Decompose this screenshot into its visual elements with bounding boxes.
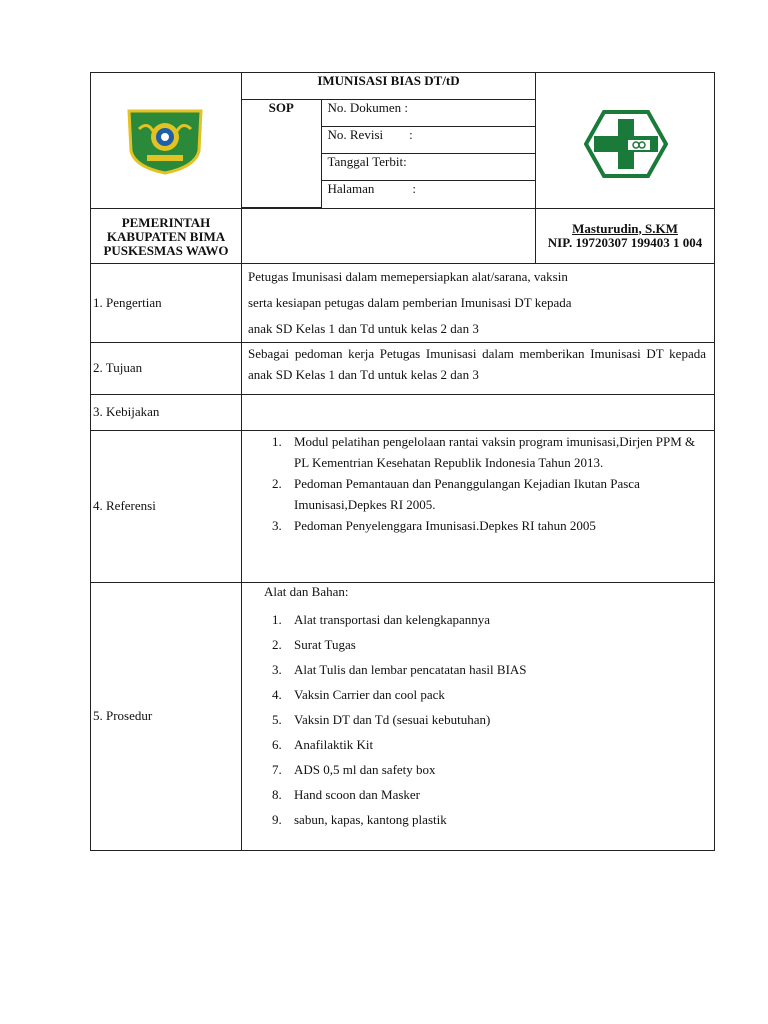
list-item-number: 3.	[272, 661, 282, 677]
list-item-number: 9.	[272, 811, 282, 827]
list-item-text: Pedoman Penyelenggara Imunisasi.Depkes RI tahun 2005	[294, 517, 596, 533]
list-item	[248, 732, 706, 757]
list-item	[248, 682, 706, 707]
document-title: IMUNISASI BIAS DT/tD	[242, 73, 535, 100]
doc-number-label: No. Dokumen	[327, 100, 402, 115]
puskesmas-logo-icon	[584, 109, 668, 179]
list-item	[248, 782, 706, 807]
issue-date-label: Tanggal Terbit	[327, 154, 404, 169]
prosedur-list	[248, 607, 706, 832]
org-line-3: PUSKESMAS WAWO	[103, 242, 229, 258]
list-item-text: Hand scoon dan Masker	[294, 786, 420, 802]
organization-cell	[91, 208, 242, 263]
right-logo-cell	[536, 73, 715, 209]
org-line-1: PEMERINTAH	[121, 214, 211, 230]
blank-header-cell	[242, 208, 536, 263]
list-item	[248, 632, 706, 657]
left-logo-cell	[91, 73, 242, 209]
pengertian-content	[242, 263, 715, 342]
revision-label: No. Revisi	[327, 127, 384, 142]
list-item	[248, 707, 706, 732]
pengertian-line-2: serta kesiapan petugas dalam pemberian Imunisasi DT kepada	[248, 294, 572, 310]
referensi-label: 4. Referensi	[91, 430, 242, 582]
list-item-text: Modul pelatihan pengelolaan rantai vaksin program imunisasi,Dirjen PPM & PL Kementrian Kesehatan Republik Indonesia Tahun 2013.	[294, 433, 696, 470]
tujuan-text: Sebagai pedoman kerja Petugas Imunisasi dalam memberikan Imunisasi DT kepada anak SD Kelas 1 dan Td untuk kelas 2 dan 3	[248, 345, 706, 382]
revision-row: No. Revisi :	[321, 127, 535, 154]
list-item	[248, 757, 706, 782]
list-item-text: Alat Tulis dan lembar pencatatan hasil BIAS	[294, 661, 527, 677]
list-item-text: Vaksin DT dan Td (sesuai kebutuhan)	[294, 711, 491, 727]
list-item-number: 2.	[272, 636, 282, 652]
header-inner-table	[242, 73, 535, 208]
signer-cell	[536, 208, 715, 263]
list-item-number: 3.	[272, 517, 282, 533]
list-item	[248, 431, 706, 473]
list-item-number: 7.	[272, 761, 282, 777]
pengertian-label: 1. Pengertian	[91, 263, 242, 342]
list-item-number: 6.	[272, 736, 282, 752]
list-item-text: Anafilaktik Kit	[294, 736, 374, 752]
sop-table	[90, 72, 715, 851]
list-item	[248, 515, 706, 536]
prosedur-label: 5. Prosedur	[91, 582, 242, 850]
list-item-number: 2.	[272, 475, 282, 491]
list-item	[248, 657, 706, 682]
tujuan-label: 2. Tujuan	[91, 342, 242, 394]
doc-number-row: No. Dokumen :	[321, 100, 535, 127]
list-item-text: Surat Tugas	[294, 636, 356, 652]
tujuan-content	[242, 342, 715, 394]
kebijakan-label: 3. Kebijakan	[91, 394, 242, 430]
pengertian-line-3: anak SD Kelas 1 dan Td untuk kelas 2 dan 3	[248, 320, 479, 336]
header-middle-cell	[242, 73, 536, 209]
signer-name: Masturudin, S.KM	[572, 220, 678, 236]
referensi-list	[248, 431, 706, 536]
list-item-text: ADS 0,5 ml dan safety box	[294, 761, 436, 777]
list-item	[248, 473, 706, 515]
prosedur-heading: Alat dan Bahan:	[264, 583, 349, 599]
regency-emblem-icon	[125, 107, 205, 177]
kebijakan-content	[242, 394, 715, 430]
sop-label: SOP	[242, 100, 321, 208]
list-item	[248, 807, 706, 832]
list-item-text: Alat transportasi dan kelengkapannya	[294, 611, 491, 627]
org-line-2: KABUPATEN BIMA	[106, 228, 226, 244]
list-item-number: 1.	[272, 611, 282, 627]
page-row: Halaman :	[321, 181, 535, 208]
list-item-text: sabun, kapas, kantong plastik	[294, 811, 447, 827]
list-item-number: 8.	[272, 786, 282, 802]
signer-nip: NIP. 19720307 199403 1 004	[547, 234, 703, 250]
page-label: Halaman	[327, 181, 375, 196]
referensi-content	[242, 430, 715, 582]
list-item-text: Vaksin Carrier dan cool pack	[294, 686, 445, 702]
list-item-number: 1.	[272, 433, 282, 449]
list-item-number: 4.	[272, 686, 282, 702]
list-item	[248, 607, 706, 632]
pengertian-line-1: Petugas Imunisasi dalam memepersiapkan alat/sarana, vaksin	[248, 268, 568, 284]
list-item-text: Pedoman Pemantauan dan Penanggulangan Kejadian Ikutan Pasca Imunisasi,Depkes RI 2005.	[294, 475, 640, 512]
prosedur-content	[242, 582, 715, 850]
list-item-number: 5.	[272, 711, 282, 727]
sop-document	[90, 72, 714, 851]
issue-date-row: Tanggal Terbit:	[321, 154, 535, 181]
